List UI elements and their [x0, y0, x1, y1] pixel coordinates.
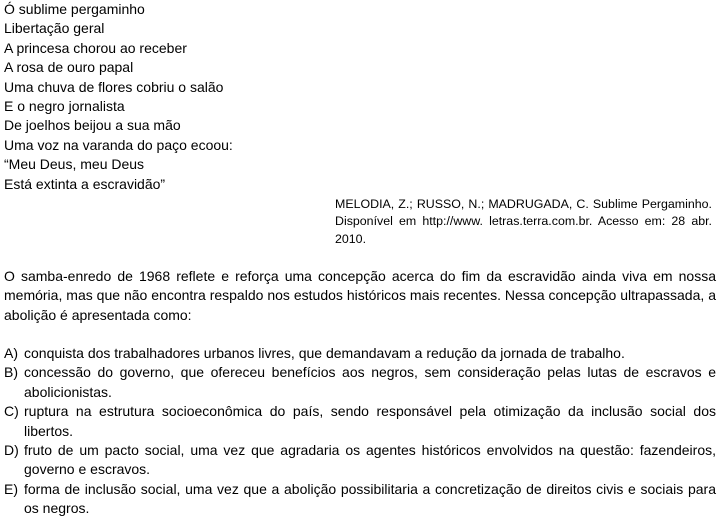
source-citation: MELODIA, Z.; RUSSO, N.; MADRUGADA, C. Sublime Pergaminho. Disponível em http://www. letras.terra.com.br. Acesso em: 28 abr. 2010.: [335, 196, 712, 246]
option-text: forma de inclusão social, uma vez que a abolição possibilitaria a concretização de direitos civis e sociais para os negros.: [24, 480, 716, 517]
poem-line: Ó sublime pergaminho: [4, 1, 145, 17]
poem-line: Está extinta a escravidão”: [4, 175, 166, 192]
poem-line: Libertação geral: [4, 20, 105, 37]
poem-line: “Meu Deus, meu Deus: [4, 156, 145, 173]
poem-line: A princesa chorou ao receber: [4, 39, 187, 56]
answer-option-a[interactable]: [4, 344, 716, 363]
option-letter: D): [4, 442, 19, 459]
option-text: ruptura na estrutura socioeconômica do país, sendo responsável pela otimização da inclusão social dos libertos.: [24, 403, 716, 439]
poem-line: A rosa de ouro papal: [4, 59, 134, 76]
question-prompt: O samba-enredo de 1968 reflete e reforça uma concepção acerca do fim da escravidão ainda viva em nossa memória, mas que não encontra respaldo nos estudos históricos mais recentes. Nessa concepção ultrapassada, a abolição é apresentada como:: [4, 267, 716, 323]
poem-line: De joelhos beijou a sua mão: [4, 117, 181, 134]
answer-option-c[interactable]: [4, 402, 716, 441]
answer-option-e[interactable]: [4, 480, 716, 519]
answer-options: [4, 344, 716, 519]
option-letter: B): [4, 364, 18, 381]
option-text: concessão do governo, que ofereceu benefícios aos negros, sem consideração pelas lutas de escravos e abolicionistas.: [24, 364, 716, 400]
option-letter: E): [4, 480, 18, 497]
option-letter: C): [4, 403, 19, 420]
poem-line: Uma chuva de flores cobriu o salão: [4, 78, 224, 95]
poem-line: E o negro jornalista: [4, 97, 125, 114]
poem-line: Uma voz na varanda do paço ecoou:: [4, 136, 233, 153]
option-text: conquista dos trabalhadores urbanos livres, que demandavam a redução da jornada de trabalho.: [24, 345, 625, 362]
option-letter: A): [4, 345, 18, 362]
poem: [4, 0, 716, 194]
answer-option-b[interactable]: [4, 363, 716, 402]
answer-option-d[interactable]: [4, 441, 716, 480]
option-text: fruto de um pacto social, uma vez que agradaria os agentes históricos envolvidos na questão: fazendeiros, governo e escravos.: [24, 442, 716, 478]
